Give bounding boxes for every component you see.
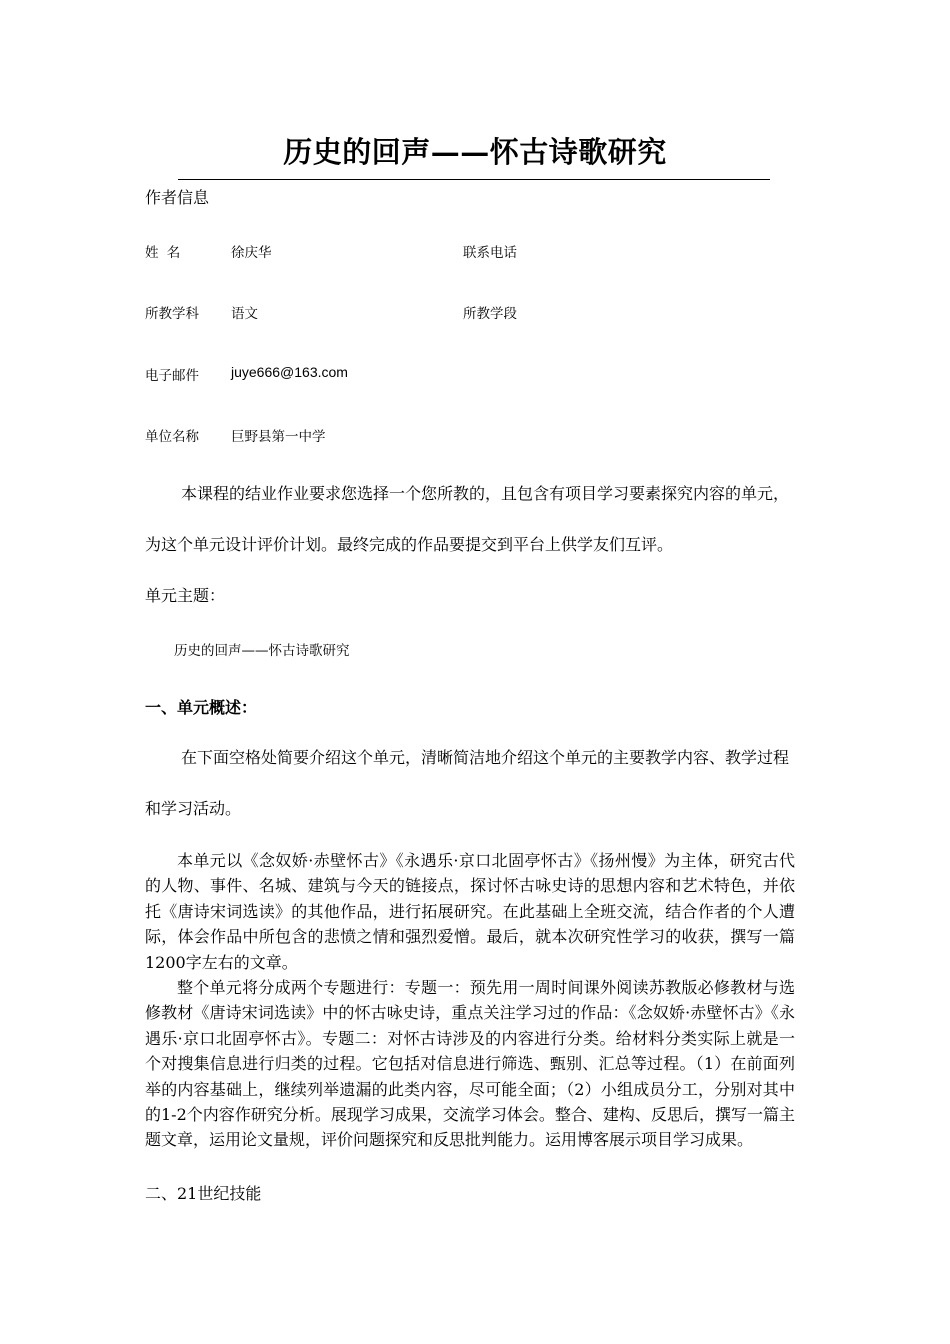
unit-value: 巨野县第一中学 <box>231 429 326 445</box>
author-info-heading: 作者信息 <box>145 188 210 207</box>
subject-value: 语文 <box>231 306 258 322</box>
overview-paragraph-2: 整个单元将分成两个专题进行：专题一：预先用一周时间课外阅读苏教版必修教材与选修教材《唐诗宋词选读》中的怀古咏史诗，重点关注学习过的作品：《念奴娇·赤壁怀古》《永遇乐·京口北固亭怀古》。专题二：对怀古诗涉及的内容进行分类。给材料分类实际上就是一个对搜集信息进行归类的过程。它包括对信息进行筛选、甄别、汇总等过程。（1）在前面列举的内容基础上，继续列举遗漏的此类内容，尽可能全面；（2）小组成员分工，分别对其中的1-2个内容作研究分析。展现学习成果，交流学习体会。整合、建构、反思后，撰写一篇主题文章，运用论文量规，评价问题探究和反思批判能力。运用博客展示项目学习成果。 <box>145 978 795 1150</box>
email-label: 电子邮件 <box>145 368 199 384</box>
section-1-instruction-line-1: 在下面空格处简要介绍这个单元，清晰简洁地介绍这个单元的主要教学内容、教学过程 <box>181 748 790 767</box>
name-value: 徐庆华 <box>231 245 272 261</box>
section-2-heading: 二、21世纪技能 <box>145 1184 262 1203</box>
overview-paragraph-1: 本单元以《念奴娇·赤壁怀古》《永遇乐·京口北固亭怀古》《扬州慢》为主体，研究古代的人物、事件、名城、建筑与今天的链接点，探讨怀古咏史诗的思想内容和艺术特色，并依托《唐诗宋词选读》的其他作品，进行拓展研究。在此基础上全班交流，结合作者的个人遭际，体会作品中所包含的悲愤之情和强烈爱憎。最后，就本次研究性学习的收获，撰写一篇1200字左右的文章。 <box>145 851 795 972</box>
unit-label: 单位名称 <box>145 429 199 445</box>
subject-label: 所教学科 <box>145 306 199 322</box>
stage-label: 所教学段 <box>463 306 517 322</box>
section-1-instruction-line-2: 和学习活动。 <box>145 799 242 818</box>
title-underline <box>178 179 770 180</box>
name-label: 姓 名 <box>145 245 183 261</box>
section-1-heading: 一、单元概述： <box>145 698 258 717</box>
intro-line-2: 为这个单元设计评价计划。最终完成的作品要提交到平台上供学友们互评。 <box>145 535 674 554</box>
unit-theme-label: 单元主题： <box>145 586 226 605</box>
email-value: juye666@163.com <box>231 364 348 380</box>
unit-theme-value: 历史的回声——怀古诗歌研究 <box>174 643 350 659</box>
unit-overview-body <box>145 848 795 1153</box>
intro-line-1: 本课程的结业作业要求您选择一个您所教的，且包含有项目学习要素探究内容的单元， <box>181 484 790 503</box>
phone-label: 联系电话 <box>463 245 517 261</box>
page-title: 历史的回声——怀古诗歌研究 <box>283 135 667 169</box>
